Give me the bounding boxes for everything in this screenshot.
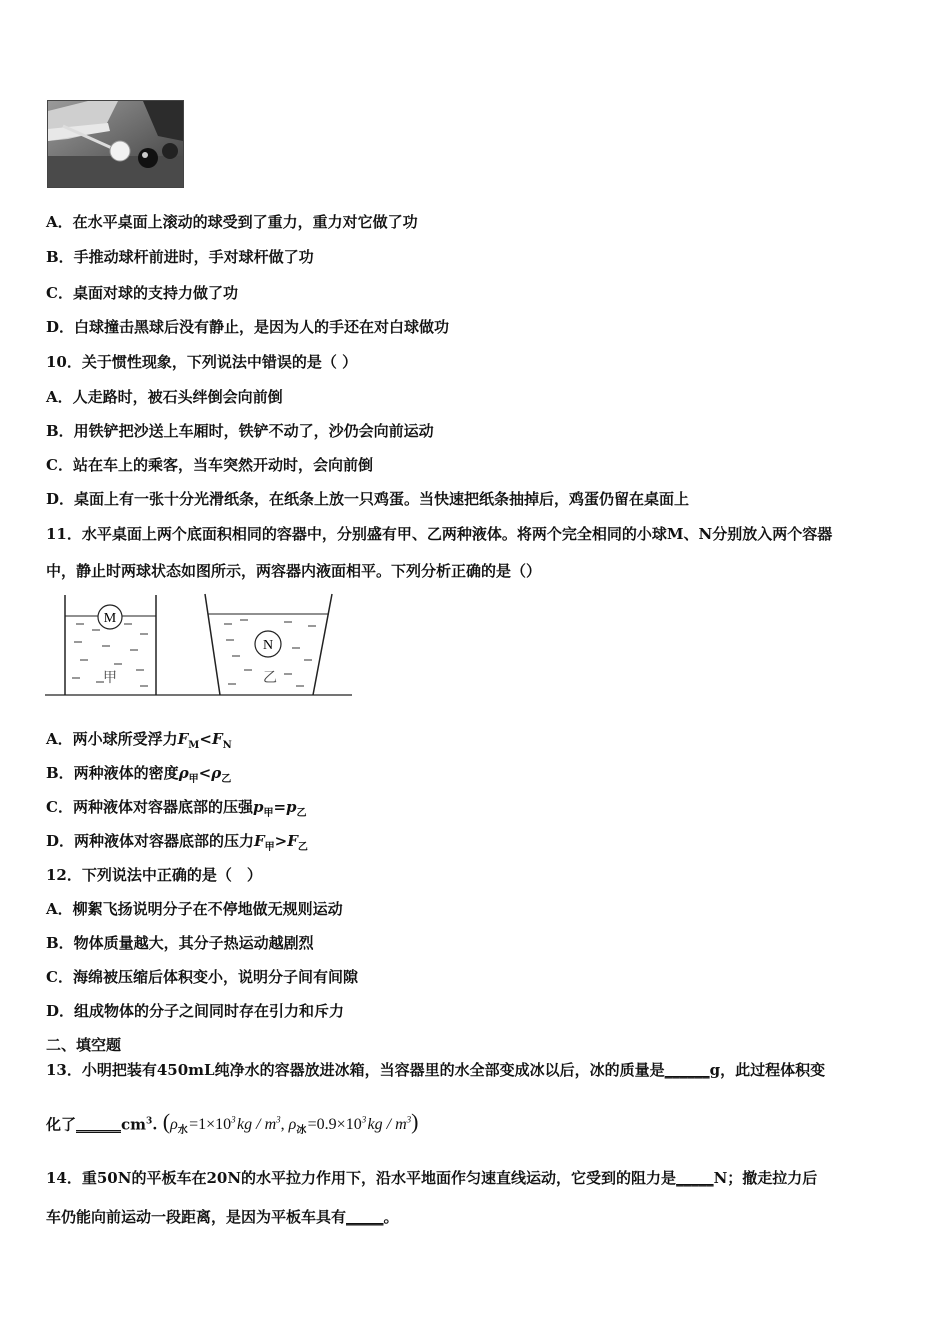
q12-option-a: A．柳絮飞扬说明分子在不停地做无规则运动 [46, 900, 343, 918]
q10-option-d: D．桌面上有一张十分光滑纸条，在纸条上放一只鸡蛋。当快速把纸条抽掉后，鸡蛋仍留在桌面上 [46, 490, 690, 508]
liquid-left-label: 甲 [103, 671, 117, 686]
q13-line1: 13．小明把装有450mL纯净水的容器放进冰箱，当容器里的水全部变成冰以后，冰的质量是______g，此过程体积变 [46, 1061, 826, 1079]
ball-m-label: M [103, 611, 117, 626]
density-formula: ($\rho_水$ $=1\times 10^3$ kg / $m^3$, $\rho_冰$ $=0.9\times 10^3$ kg / $m^3$) [162, 1109, 419, 1137]
billiards-photo [47, 100, 184, 188]
q9-option-d: D．白球撞击黑球后没有静止，是因为人的手还在对白球做功 [46, 318, 450, 336]
q11-stem-line2: 中，静止时两球状态如图所示，两容器内液面相平。下列分析正确的是（） [46, 562, 542, 580]
q10-option-b: B．用铁铲把沙送上车厢时，铁铲不动了，沙仍会向前运动 [46, 422, 434, 440]
q12-option-d: D．组成物体的分子之间同时存在引力和斥力 [46, 1002, 345, 1020]
q14-blank1[interactable]: _____ [676, 1169, 714, 1187]
q13-line2: 化了$\_\_\_\_\_\_cm^3$. ($\rho_水$ $=1\times 10^3$ kg / $m^3$, $\rho_冰$ $=0.9\times 10^3$ kg / $m^3$) [46, 1109, 419, 1137]
q9-option-b: B．手推动球杆前进时，手对球杆做了功 [46, 248, 314, 266]
q10-option-c: C．站在车上的乘客，当车突然开动时，会向前倒 [46, 456, 373, 474]
q9-option-c: C．桌面对球的支持力做了功 [46, 284, 238, 302]
q12-option-b: B．物体质量越大，其分子热运动越剧烈 [46, 934, 314, 952]
q10-option-a: A．人走路时，被石头绊倒会向前倒 [46, 388, 283, 406]
q14-blank2[interactable]: _____ [346, 1208, 384, 1226]
q13-blank1[interactable]: ______ [664, 1061, 710, 1079]
q11-option-c: C．两种液体对容器底部的压强$p_甲=p_乙$ [46, 798, 307, 819]
q10-stem: 10．关于惯性现象，下列说法中错误的是（ ） [46, 353, 358, 371]
q12-stem: 12．下列说法中正确的是（ ） [46, 866, 262, 884]
q11-option-b: B．两种液体的密度$\rho_甲<\rho_乙$ [46, 764, 232, 785]
q11-option-d: D．两种液体对容器底部的压力$F_甲>F_乙$ [46, 832, 308, 853]
q11-stem-line1: 11．水平桌面上两个底面积相同的容器中，分别盛有甲、乙两种液体。将两个完全相同的小球M、N分别放入两个容器 [46, 525, 833, 543]
q13-blank2[interactable]: ______ [76, 1115, 122, 1134]
q12-option-c: C．海绵被压缩后体积变小，说明分子间有间隙 [46, 968, 358, 986]
q14-line2: 车仍能向前运动一段距离，是因为平板车具有_____。 [46, 1208, 399, 1226]
q14-line1: 14．重50N的平板车在20N的水平拉力作用下，沿水平地面作匀速直线运动，它受到的阻力是_____N；撤走拉力后 [46, 1169, 818, 1187]
ball-n-label: N [262, 638, 274, 653]
q11-option-a: A．两小球所受浮力$F_M<F_N$ [46, 730, 232, 751]
q9-option-a: A．在水平桌面上滚动的球受到了重力，重力对它做了功 [46, 213, 418, 231]
containers-figure [40, 590, 360, 709]
liquid-right-label: 乙 [263, 671, 277, 686]
section-heading: 二、填空题 [46, 1036, 122, 1054]
